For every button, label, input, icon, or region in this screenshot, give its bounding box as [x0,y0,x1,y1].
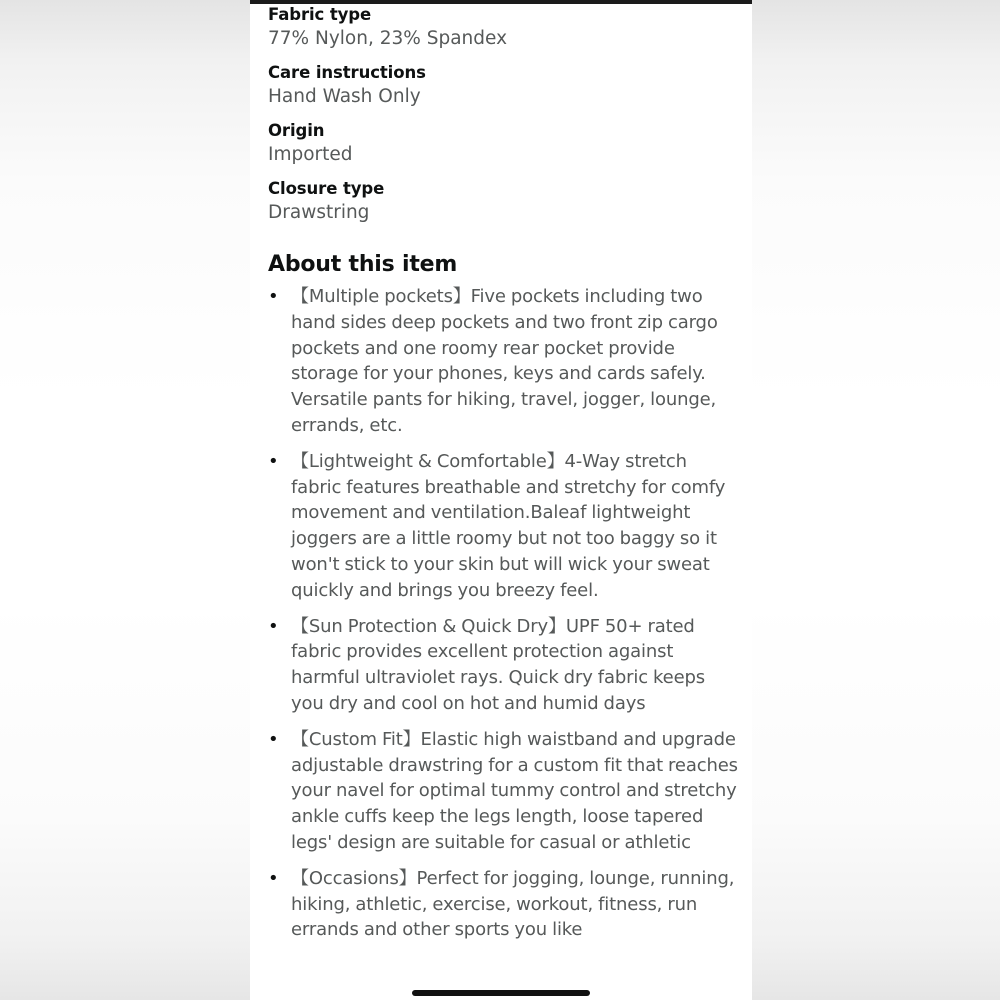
bullet-icon: • [268,728,279,750]
spec-care-instructions [268,62,738,110]
list-item [268,284,738,439]
spec-label: Care instructions [268,63,426,82]
list-item [268,614,738,717]
bullet-text: 【Multiple pockets】Five pockets including two hand sides deep pockets and two front zip cargo pockets and one roomy rear pocket provide storage for your phones, keys and cards safely. Versatile pants for hiking, travel, jogger, lounge, errands, etc. [291,286,718,436]
list-item [268,727,738,856]
spec-value: 77% Nylon, 23% Spandex [268,28,508,49]
spec-closure-type [268,178,738,226]
bullet-text: 【Occasions】Perfect for jogging, lounge, running, hiking, athletic, exercise, workout, fitness, run errands and other sports you like [291,867,735,941]
spec-value: Drawstring [268,202,370,223]
about-bullet-list [268,284,738,943]
bullet-text: 【Sun Protection & Quick Dry】UPF 50+ rated fabric provides excellent protection against harmful ultraviolet rays. Quick dry fabric keeps you dry and cool on hot and humid days [291,615,706,714]
spec-label: Closure type [268,179,385,198]
phone-screen [250,0,752,1000]
bullet-text: 【Custom Fit】Elastic high waistband and upgrade adjustable drawstring for a custom fit that reaches your navel for optimal tummy control and stretchy ankle cuffs keep the legs length, loose tapered legs' design are suitable for casual or athletic [291,728,738,853]
bullet-icon: • [268,450,279,472]
bullet-text: 【Lightweight & Comfortable】4-Way stretch fabric features breathable and stretchy for comfy movement and ventilation.Baleaf lightweight joggers are a little roomy but not too baggy so it won't stick to your skin but will wick your sweat quickly and brings you breezy feel. [291,450,726,601]
spec-origin [268,120,738,168]
bullet-icon: • [268,867,279,889]
bullet-icon: • [268,615,279,637]
list-item [268,866,738,943]
bullet-icon: • [268,286,279,307]
spec-label: Fabric type [268,5,372,24]
spec-value: Imported [268,144,353,165]
list-item [268,449,738,604]
spec-label: Origin [268,121,325,140]
spec-fabric-type [268,4,738,52]
spec-value: Hand Wash Only [268,86,421,107]
home-indicator-bar[interactable] [412,990,590,996]
product-details[interactable] [268,4,738,953]
about-section-title: About this item [268,252,458,277]
